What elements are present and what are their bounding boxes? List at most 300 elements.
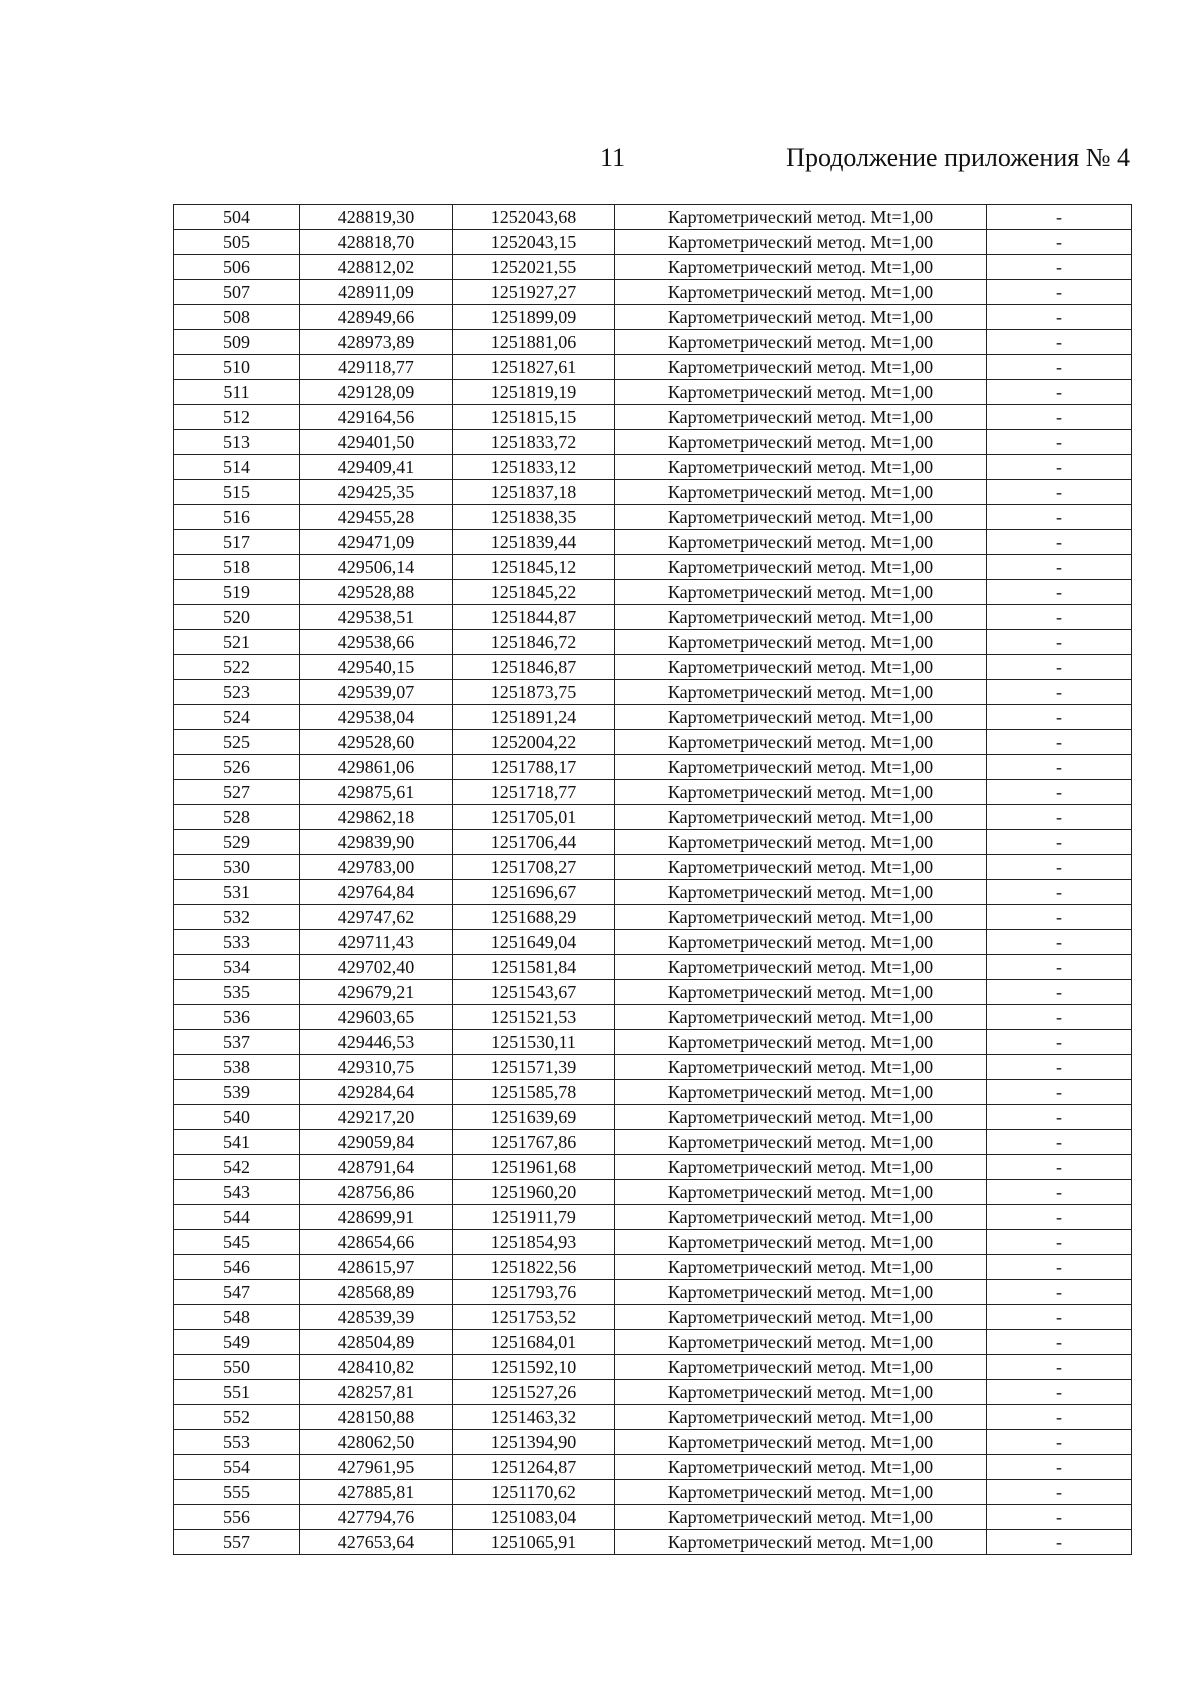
method-description: Картометрический метод. Mt=1,00	[615, 830, 987, 855]
point-number: 544	[174, 1205, 300, 1230]
x-coordinate: 428504,89	[300, 1330, 453, 1355]
x-coordinate: 429538,04	[300, 705, 453, 730]
method-description: Картометрический метод. Mt=1,00	[615, 280, 987, 305]
method-description: Картометрический метод. Mt=1,00	[615, 1155, 987, 1180]
point-number: 541	[174, 1130, 300, 1155]
x-coordinate: 429603,65	[300, 1005, 453, 1030]
table-row	[174, 705, 1132, 730]
point-number: 516	[174, 505, 300, 530]
point-number: 547	[174, 1280, 300, 1305]
method-description: Картометрический метод. Mt=1,00	[615, 730, 987, 755]
x-coordinate: 428615,97	[300, 1255, 453, 1280]
point-number: 542	[174, 1155, 300, 1180]
x-coordinate: 429284,64	[300, 1080, 453, 1105]
point-number: 513	[174, 430, 300, 455]
x-coordinate: 428911,09	[300, 280, 453, 305]
point-number: 552	[174, 1405, 300, 1430]
x-coordinate: 429217,20	[300, 1105, 453, 1130]
y-coordinate: 1251819,19	[453, 380, 615, 405]
y-coordinate: 1251833,12	[453, 455, 615, 480]
table-row	[174, 1230, 1132, 1255]
method-description: Картометрический метод. Mt=1,00	[615, 1455, 987, 1480]
x-coordinate: 429538,66	[300, 630, 453, 655]
note: -	[987, 1355, 1132, 1380]
table-row	[174, 1480, 1132, 1505]
x-coordinate: 429401,50	[300, 430, 453, 455]
point-number: 520	[174, 605, 300, 630]
y-coordinate: 1251706,44	[453, 830, 615, 855]
note: -	[987, 1080, 1132, 1105]
table-row	[174, 1255, 1132, 1280]
y-coordinate: 1251815,15	[453, 405, 615, 430]
table-row	[174, 855, 1132, 880]
point-number: 534	[174, 955, 300, 980]
method-description: Картометрический метод. Mt=1,00	[615, 405, 987, 430]
table-row	[174, 730, 1132, 755]
table-row	[174, 830, 1132, 855]
note: -	[987, 205, 1132, 230]
table-row	[174, 1080, 1132, 1105]
method-description: Картометрический метод. Mt=1,00	[615, 330, 987, 355]
point-number: 537	[174, 1030, 300, 1055]
note: -	[987, 955, 1132, 980]
y-coordinate: 1251838,35	[453, 505, 615, 530]
y-coordinate: 1251708,27	[453, 855, 615, 880]
note: -	[987, 1030, 1132, 1055]
method-description: Картометрический метод. Mt=1,00	[615, 1080, 987, 1105]
point-number: 512	[174, 405, 300, 430]
table-row	[174, 1430, 1132, 1455]
point-number: 524	[174, 705, 300, 730]
x-coordinate: 428062,50	[300, 1430, 453, 1455]
x-coordinate: 428812,02	[300, 255, 453, 280]
note: -	[987, 1255, 1132, 1280]
x-coordinate: 427885,81	[300, 1480, 453, 1505]
note: -	[987, 1130, 1132, 1155]
point-number: 531	[174, 880, 300, 905]
point-number: 505	[174, 230, 300, 255]
method-description: Картометрический метод. Mt=1,00	[615, 255, 987, 280]
note: -	[987, 405, 1132, 430]
y-coordinate: 1251845,22	[453, 580, 615, 605]
y-coordinate: 1251827,61	[453, 355, 615, 380]
x-coordinate: 429446,53	[300, 1030, 453, 1055]
table-row	[174, 605, 1132, 630]
point-number: 545	[174, 1230, 300, 1255]
y-coordinate: 1251753,52	[453, 1305, 615, 1330]
coordinates-table-body	[174, 205, 1132, 1555]
note: -	[987, 530, 1132, 555]
note: -	[987, 1430, 1132, 1455]
x-coordinate: 429471,09	[300, 530, 453, 555]
point-number: 509	[174, 330, 300, 355]
table-row	[174, 255, 1132, 280]
method-description: Картометрический метод. Mt=1,00	[615, 380, 987, 405]
y-coordinate: 1251394,90	[453, 1430, 615, 1455]
note: -	[987, 630, 1132, 655]
y-coordinate: 1251463,32	[453, 1405, 615, 1430]
point-number: 546	[174, 1255, 300, 1280]
method-description: Картометрический метод. Mt=1,00	[615, 1305, 987, 1330]
x-coordinate: 428756,86	[300, 1180, 453, 1205]
y-coordinate: 1251527,26	[453, 1380, 615, 1405]
method-description: Картометрический метод. Mt=1,00	[615, 905, 987, 930]
point-number: 528	[174, 805, 300, 830]
point-number: 510	[174, 355, 300, 380]
y-coordinate: 1251639,69	[453, 1105, 615, 1130]
note: -	[987, 980, 1132, 1005]
method-description: Картометрический метод. Mt=1,00	[615, 455, 987, 480]
point-number: 527	[174, 780, 300, 805]
x-coordinate: 429764,84	[300, 880, 453, 905]
note: -	[987, 780, 1132, 805]
x-coordinate: 429528,60	[300, 730, 453, 755]
note: -	[987, 255, 1132, 280]
method-description: Картометрический метод. Mt=1,00	[615, 205, 987, 230]
y-coordinate: 1251530,11	[453, 1030, 615, 1055]
x-coordinate: 429310,75	[300, 1055, 453, 1080]
note: -	[987, 805, 1132, 830]
table-row	[174, 1155, 1132, 1180]
note: -	[987, 1055, 1132, 1080]
x-coordinate: 428539,39	[300, 1305, 453, 1330]
table-row	[174, 1130, 1132, 1155]
point-number: 529	[174, 830, 300, 855]
y-coordinate: 1251585,78	[453, 1080, 615, 1105]
y-coordinate: 1251718,77	[453, 780, 615, 805]
table-row	[174, 1380, 1132, 1405]
method-description: Картометрический метод. Mt=1,00	[615, 305, 987, 330]
y-coordinate: 1251705,01	[453, 805, 615, 830]
x-coordinate: 429679,21	[300, 980, 453, 1005]
y-coordinate: 1251846,87	[453, 655, 615, 680]
table-row	[174, 1405, 1132, 1430]
x-coordinate: 428150,88	[300, 1405, 453, 1430]
page-header-title: Продолжение приложения № 4	[786, 143, 1130, 172]
method-description: Картометрический метод. Mt=1,00	[615, 755, 987, 780]
point-number: 511	[174, 380, 300, 405]
x-coordinate: 429506,14	[300, 555, 453, 580]
note: -	[987, 330, 1132, 355]
y-coordinate: 1251649,04	[453, 930, 615, 955]
y-coordinate: 1251793,76	[453, 1280, 615, 1305]
y-coordinate: 1252004,22	[453, 730, 615, 755]
table-row	[174, 455, 1132, 480]
y-coordinate: 1252021,55	[453, 255, 615, 280]
note: -	[987, 855, 1132, 880]
y-coordinate: 1251767,86	[453, 1130, 615, 1155]
note: -	[987, 1530, 1132, 1555]
table-row	[174, 1180, 1132, 1205]
point-number: 543	[174, 1180, 300, 1205]
point-number: 540	[174, 1105, 300, 1130]
y-coordinate: 1251846,72	[453, 630, 615, 655]
y-coordinate: 1251170,62	[453, 1480, 615, 1505]
table-row	[174, 930, 1132, 955]
note: -	[987, 1005, 1132, 1030]
note: -	[987, 755, 1132, 780]
note: -	[987, 680, 1132, 705]
note: -	[987, 580, 1132, 605]
x-coordinate: 429875,61	[300, 780, 453, 805]
method-description: Картометрический метод. Mt=1,00	[615, 655, 987, 680]
point-number: 515	[174, 480, 300, 505]
point-number: 535	[174, 980, 300, 1005]
y-coordinate: 1252043,68	[453, 205, 615, 230]
point-number: 525	[174, 730, 300, 755]
note: -	[987, 905, 1132, 930]
point-number: 557	[174, 1530, 300, 1555]
x-coordinate: 427794,76	[300, 1505, 453, 1530]
method-description: Картометрический метод. Mt=1,00	[615, 630, 987, 655]
x-coordinate: 428818,70	[300, 230, 453, 255]
point-number: 533	[174, 930, 300, 955]
y-coordinate: 1251571,39	[453, 1055, 615, 1080]
method-description: Картометрический метод. Mt=1,00	[615, 1030, 987, 1055]
method-description: Картометрический метод. Mt=1,00	[615, 705, 987, 730]
table-row	[174, 755, 1132, 780]
point-number: 538	[174, 1055, 300, 1080]
x-coordinate: 427961,95	[300, 1455, 453, 1480]
point-number: 519	[174, 580, 300, 605]
method-description: Картометрический метод. Mt=1,00	[615, 505, 987, 530]
x-coordinate: 429862,18	[300, 805, 453, 830]
table-row	[174, 1505, 1132, 1530]
point-number: 555	[174, 1480, 300, 1505]
y-coordinate: 1251543,67	[453, 980, 615, 1005]
y-coordinate: 1251899,09	[453, 305, 615, 330]
x-coordinate: 428791,64	[300, 1155, 453, 1180]
method-description: Картометрический метод. Mt=1,00	[615, 1355, 987, 1380]
method-description: Картометрический метод. Mt=1,00	[615, 805, 987, 830]
note: -	[987, 455, 1132, 480]
point-number: 549	[174, 1330, 300, 1355]
x-coordinate: 428568,89	[300, 1280, 453, 1305]
note: -	[987, 1180, 1132, 1205]
x-coordinate: 429539,07	[300, 680, 453, 705]
y-coordinate: 1251881,06	[453, 330, 615, 355]
method-description: Картометрический метод. Mt=1,00	[615, 1280, 987, 1305]
method-description: Картометрический метод. Mt=1,00	[615, 980, 987, 1005]
y-coordinate: 1251873,75	[453, 680, 615, 705]
y-coordinate: 1251696,67	[453, 880, 615, 905]
y-coordinate: 1251822,56	[453, 1255, 615, 1280]
point-number: 532	[174, 905, 300, 930]
x-coordinate: 429409,41	[300, 455, 453, 480]
point-number: 551	[174, 1380, 300, 1405]
table-row	[174, 230, 1132, 255]
method-description: Картометрический метод. Mt=1,00	[615, 480, 987, 505]
table-row	[174, 405, 1132, 430]
table-row	[174, 805, 1132, 830]
method-description: Картометрический метод. Mt=1,00	[615, 955, 987, 980]
x-coordinate: 429425,35	[300, 480, 453, 505]
point-number: 556	[174, 1505, 300, 1530]
point-number: 518	[174, 555, 300, 580]
y-coordinate: 1251960,20	[453, 1180, 615, 1205]
method-description: Картометрический метод. Mt=1,00	[615, 1005, 987, 1030]
note: -	[987, 555, 1132, 580]
note: -	[987, 1155, 1132, 1180]
table-row	[174, 1355, 1132, 1380]
y-coordinate: 1251581,84	[453, 955, 615, 980]
method-description: Картометрический метод. Mt=1,00	[615, 680, 987, 705]
note: -	[987, 1480, 1132, 1505]
note: -	[987, 480, 1132, 505]
x-coordinate: 429540,15	[300, 655, 453, 680]
x-coordinate: 429747,62	[300, 905, 453, 930]
x-coordinate: 429783,00	[300, 855, 453, 880]
point-number: 553	[174, 1430, 300, 1455]
y-coordinate: 1251788,17	[453, 755, 615, 780]
table-row	[174, 655, 1132, 680]
note: -	[987, 605, 1132, 630]
y-coordinate: 1251083,04	[453, 1505, 615, 1530]
coordinates-table	[173, 204, 1132, 1555]
method-description: Картометрический метод. Mt=1,00	[615, 1055, 987, 1080]
note: -	[987, 380, 1132, 405]
y-coordinate: 1251845,12	[453, 555, 615, 580]
point-number: 522	[174, 655, 300, 680]
note: -	[987, 1230, 1132, 1255]
x-coordinate: 428410,82	[300, 1355, 453, 1380]
x-coordinate: 428819,30	[300, 205, 453, 230]
table-row	[174, 355, 1132, 380]
x-coordinate: 429711,43	[300, 930, 453, 955]
note: -	[987, 1305, 1132, 1330]
note: -	[987, 230, 1132, 255]
y-coordinate: 1251961,68	[453, 1155, 615, 1180]
point-number: 523	[174, 680, 300, 705]
x-coordinate: 429528,88	[300, 580, 453, 605]
table-row	[174, 905, 1132, 930]
table-row	[174, 430, 1132, 455]
method-description: Картометрический метод. Mt=1,00	[615, 1380, 987, 1405]
table-row	[174, 580, 1132, 605]
note: -	[987, 1405, 1132, 1430]
method-description: Картометрический метод. Mt=1,00	[615, 530, 987, 555]
x-coordinate: 429059,84	[300, 1130, 453, 1155]
x-coordinate: 429455,28	[300, 505, 453, 530]
point-number: 508	[174, 305, 300, 330]
table-row	[174, 630, 1132, 655]
method-description: Картометрический метод. Mt=1,00	[615, 1505, 987, 1530]
y-coordinate: 1251891,24	[453, 705, 615, 730]
y-coordinate: 1251521,53	[453, 1005, 615, 1030]
point-number: 550	[174, 1355, 300, 1380]
point-number: 521	[174, 630, 300, 655]
point-number: 526	[174, 755, 300, 780]
table-row	[174, 1055, 1132, 1080]
method-description: Картометрический метод. Mt=1,00	[615, 780, 987, 805]
method-description: Картометрический метод. Mt=1,00	[615, 580, 987, 605]
note: -	[987, 1505, 1132, 1530]
y-coordinate: 1251688,29	[453, 905, 615, 930]
note: -	[987, 355, 1132, 380]
point-number: 506	[174, 255, 300, 280]
method-description: Картометрический метод. Mt=1,00	[615, 230, 987, 255]
note: -	[987, 305, 1132, 330]
table-row	[174, 980, 1132, 1005]
y-coordinate: 1251844,87	[453, 605, 615, 630]
note: -	[987, 1205, 1132, 1230]
table-row	[174, 1455, 1132, 1480]
note: -	[987, 880, 1132, 905]
table-row	[174, 530, 1132, 555]
table-row	[174, 955, 1132, 980]
method-description: Картометрический метод. Mt=1,00	[615, 1255, 987, 1280]
method-description: Картометрический метод. Mt=1,00	[615, 1130, 987, 1155]
table-row	[174, 505, 1132, 530]
point-number: 507	[174, 280, 300, 305]
table-row	[174, 205, 1132, 230]
point-number: 554	[174, 1455, 300, 1480]
method-description: Картометрический метод. Mt=1,00	[615, 1405, 987, 1430]
note: -	[987, 1330, 1132, 1355]
table-row	[174, 1205, 1132, 1230]
method-description: Картометрический метод. Mt=1,00	[615, 855, 987, 880]
x-coordinate: 429861,06	[300, 755, 453, 780]
x-coordinate: 428257,81	[300, 1380, 453, 1405]
x-coordinate: 427653,64	[300, 1530, 453, 1555]
note: -	[987, 1280, 1132, 1305]
y-coordinate: 1251684,01	[453, 1330, 615, 1355]
table-row	[174, 780, 1132, 805]
note: -	[987, 930, 1132, 955]
x-coordinate: 428949,66	[300, 305, 453, 330]
method-description: Картометрический метод. Mt=1,00	[615, 355, 987, 380]
y-coordinate: 1251927,27	[453, 280, 615, 305]
note: -	[987, 280, 1132, 305]
table-row	[174, 1330, 1132, 1355]
table-row	[174, 330, 1132, 355]
table-row	[174, 1030, 1132, 1055]
y-coordinate: 1251264,87	[453, 1455, 615, 1480]
method-description: Картометрический метод. Mt=1,00	[615, 880, 987, 905]
table-row	[174, 680, 1132, 705]
page-number: 11	[600, 143, 626, 172]
y-coordinate: 1251592,10	[453, 1355, 615, 1380]
table-row	[174, 480, 1132, 505]
method-description: Картометрический метод. Mt=1,00	[615, 605, 987, 630]
y-coordinate: 1251065,91	[453, 1530, 615, 1555]
note: -	[987, 730, 1132, 755]
method-description: Картометрический метод. Mt=1,00	[615, 1205, 987, 1230]
point-number: 548	[174, 1305, 300, 1330]
method-description: Картометрический метод. Mt=1,00	[615, 555, 987, 580]
method-description: Картометрический метод. Mt=1,00	[615, 1230, 987, 1255]
note: -	[987, 830, 1132, 855]
point-number: 504	[174, 205, 300, 230]
table-row	[174, 1305, 1132, 1330]
x-coordinate: 429164,56	[300, 405, 453, 430]
point-number: 517	[174, 530, 300, 555]
x-coordinate: 428973,89	[300, 330, 453, 355]
point-number: 536	[174, 1005, 300, 1030]
note: -	[987, 505, 1132, 530]
table-row	[174, 1530, 1132, 1555]
x-coordinate: 429839,90	[300, 830, 453, 855]
note: -	[987, 1105, 1132, 1130]
method-description: Картометрический метод. Mt=1,00	[615, 930, 987, 955]
y-coordinate: 1251839,44	[453, 530, 615, 555]
point-number: 530	[174, 855, 300, 880]
note: -	[987, 1455, 1132, 1480]
method-description: Картометрический метод. Mt=1,00	[615, 1480, 987, 1505]
x-coordinate: 429538,51	[300, 605, 453, 630]
table-row	[174, 1105, 1132, 1130]
x-coordinate: 429118,77	[300, 355, 453, 380]
